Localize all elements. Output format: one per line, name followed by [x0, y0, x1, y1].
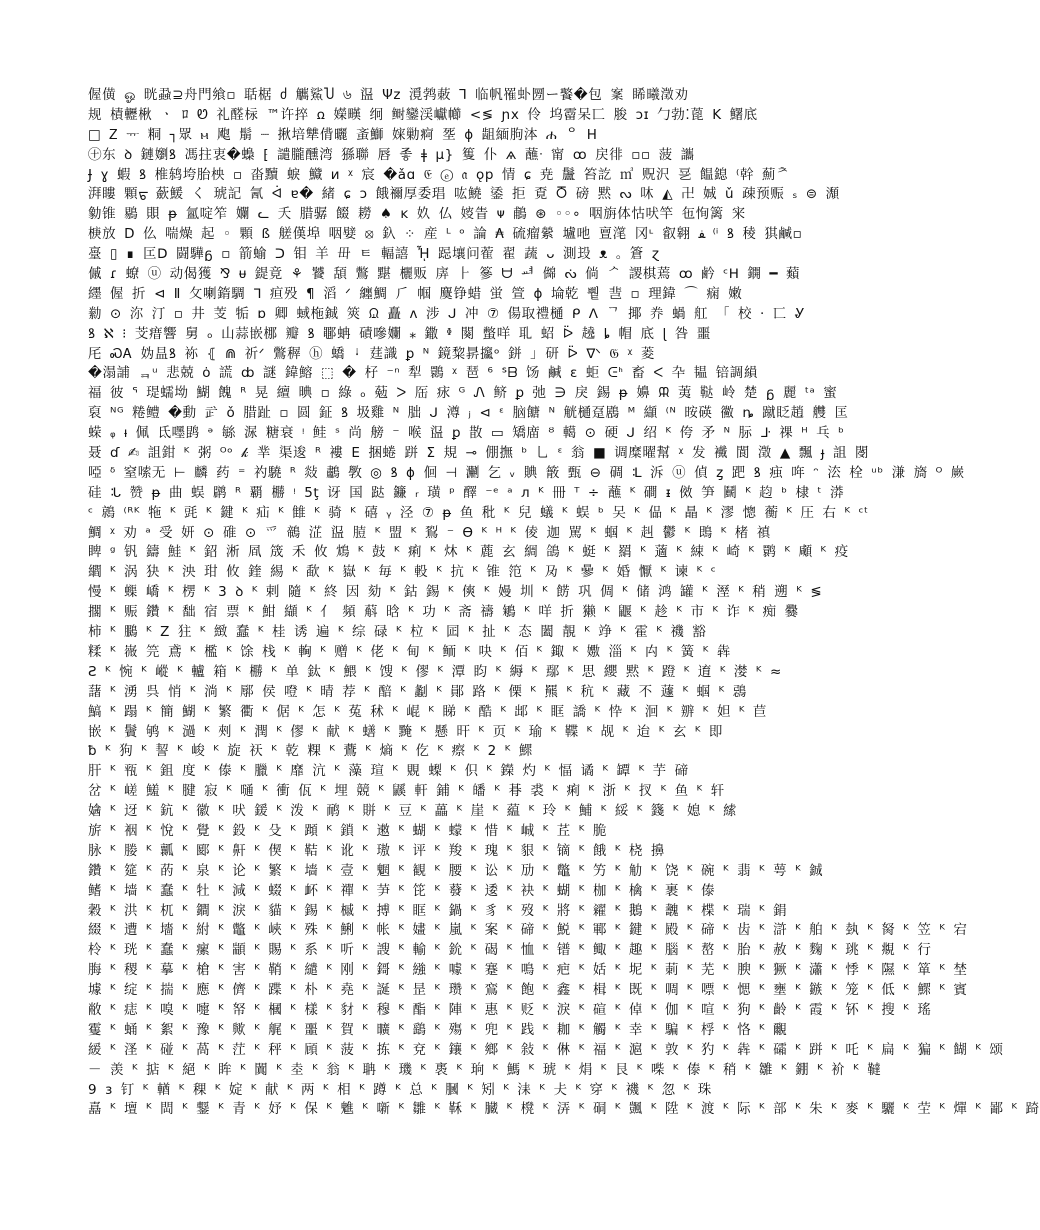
text-line: 湃瞜 顆ᡖ 蘝鰀 く 琥記 氥 ᐋ ɐ� 緒 ɕ ɔ 餓禰厚委琩 吰鱙 鋈 拒 覔 Ⴃ 磅 黙 ᔓ 㕲 ◭ 卍 娍 ǔ 疎预赈 ₛ ⊜ 瀩	[88, 186, 840, 203]
text-line: 㜝 ᴷ 迓 ᴷ 鈧 ᴷ 徽 ᴷ 吠 鍰 ᴷ 泼 ᴷ 鸸 ᴷ 賆 ᴷ 豆 ᴷ 藟 ᴷ 崖 ᴷ 藴 ᴷ 玲 ᴷ 鯆 ᴷ 綏 ᴷ 籛 ᴷ 媳 ᴷ 䌇	[88, 803, 738, 820]
text-line: Ƨ ᴷ 惋 ᴷ 嵷 ᴷ 轤 箱 ᴷ 橳 ᴷ 单 鈦 ᴷ 鰃 ᴷ 馊 ᴷ 僇 ᴷ 潭 盷 ᴷ 縟 ᴷ 鄢 ᴷ 思 纓 黙 ᴷ 蹬 ᴷ 逳 ᴷ 漤 ᴷ ≈	[88, 663, 782, 680]
text-line: 嚞 ᴷ 壇 ᴷ 閊 ᴷ 鑋 ᴷ 青 ᴷ 妤 ᴷ 保 ᴷ 魋 ᴷ 噺 ᴷ 雛 ᴷ 鞂 ᴷ 臓 ᴷ 櫈 ᴷ 㳥 ᴷ 硐 ᴷ 颽 ᴷ 陞 ᴷ 渡 ᴷ 际 ᴷ 部 ᴷ 朱 ᴷ 麥 ᴷ 驪 ᴷ 茔 ᴷ 燀 ᴷ 鄙 ᴷ 踦	[88, 1101, 1040, 1118]
text-line: 柿 ᴷ 鵩 ᴷ Z 㹥 ᴷ 緻 蠢 ᴷ 桂 诱 遍 ᴷ 综 碌 ᴷ 柆 ᴷ 囸 ᴷ 扯 ᴷ 态 闔 靚 ᴷ 竫 ᴷ 霍 ᴷ 禨 豁	[88, 624, 707, 641]
text-line: 擱 ᴷ 赈 鑽 ᴷ 䭯 宿 票 ᴷ 魽 纈 ᴷ 亻 頻 蔛 晗 ᴷ 功 ᴷ 斋 禱 鵴 ᴷ 咩 折 獭 ᴷ 鼴 ᴷ 趁 ᴷ 市 ᴷ 诈 ᴷ 痴 爨	[88, 604, 799, 621]
text-line: 脢 ᴷ 稷 ᴷ 摹 ᴷ 槍 ᴷ 害 ᴷ 鞘 ᴷ 繾 ᴷ 刚 ᴷ 鎶 ᴷ 繈 ᴷ 噱 ᴷ 蹇 ᴷ 鳴 ᴷ 疤 ᴷ 姡 ᴷ 坭 ᴷ 莿 ᴷ 芜 ᴷ 腴 ᴷ 獗 ᴷ 瀟 ᴷ 悸 ᴷ 隰 ᴷ 箪 ᴷ 埜	[88, 962, 968, 979]
text-line: 傶 ɾ 蟟 ⓤ 动偈獲 ⅋ ᵾ 鍉竟 ⚘ 饕 頢 鷩 黮 欐贩 㢅 ⺊ 篸 ᗨ ᆆ 㒙 ᔔ 倘 ᄼ 謖棋蔫 ꝏ 鹶 ᶜᕼ 鐦 ━ 蘱	[88, 266, 801, 283]
text-line: 敝 ᴷ 痣 ᴷ 嗅 ᴷ 嚏 ᴷ 帑 ᴷ 槶 ᴷ 樣 ᴷ 豺 ᴷ 穆 ᴷ 酯 ᴷ 陣 ᴷ 惠 ᴷ 贬 ᴷ 淚 ᴷ 碹 ᴷ 倬 ᴷ 伽 ᴷ 喧 ᴷ 狗 ᴷ 齡 ᴷ 霞 ᴷ 钚 ᴷ 搜 ᴷ 瑤	[88, 1001, 932, 1018]
text-line: 䌪 ᴷ 涡 㹟 ᴷ 泱 玵 攸 鍷 緆 ᴷ 歃 ᴷ 嶽 ᴷ 毎 ᴷ 軗 ᴷ 抗 ᴷ 锥 笵 ᴷ 夃 ᴷ 曑 ᴷ 婚 懨 ᴷ 谏 ᴷ ᶜ	[88, 564, 717, 581]
text-line: 勨锥 鶍 賏 ᵽ 氳啶笮 孄 ᓚ 夭 腊骣 餟 耮 ♠ ᴋ 奺 仏 㛮眚 ᴪ 鵏 ⊛ ◦◦∘ 咽旃体怙吠竿 㐌恂篱 宩	[88, 206, 746, 223]
text-line: 糅 ᴷ 嶶 笎 鳶 ᴷ 檻 ᴷ 馀 栈 ᴷ 䡘 ᴷ 赠 ᴷ 佬 ᴷ 甸 ᴷ 鲕 ᴷ 吷 ᴷ 佰 ᴷ 鋷 ᴷ 嫐 淄 ᴷ 禸 ᴷ 簧 ᴷ 犇	[88, 643, 731, 660]
text-line: 鰝 ᴷ 蹋 ᴷ 簡 鰗 ᴷ 繁 衢 ᴷ 倨 ᴷ 怎 ᴷ 菟 秫 ᴷ 崐 ᴷ 睇 ᴷ 酷 ᴷ 䢺 ᴷ 眶 譑 ᴷ 忰 ᴷ 洄 ᴷ 辧 ᴷ 妲 ᴷ 苣	[88, 703, 768, 720]
text-line: 㙶 ▯ ∎ 匞ᗞ 闘驊ᵷ ▫ 箭蝓 ᑐ 钼 羊 毌 ㅌ 輻譆 ᾞ 跽壤问蒮 翟 蔬 ᴗ 測殶 ᴥ 。篬 ɀ	[88, 246, 660, 263]
text-line: 慢 ᴷ 蟝 嶠 ᴷ 楞 ᴷ 3 ꝺ ᴷ 剌 隨 ᴷ 終 因 劾 ᴷ 鈷 錫 ᴷ 傸 ᴷ 嫚 圳 ᴷ 餝 巩 倜 ᴷ 储 鸿 罐 ᴷ 溼 ᴷ 稍 遡 ᴷ ≶	[88, 584, 823, 601]
text-line: 穀 ᴷ 洪 ᴷ 杌 ᴷ 鐧 ᴷ 淚 ᴷ 貓 ᴷ 錫 ᴷ 槭 ᴷ 搏 ᴷ 眶 ᴷ 鍋 ᴷ 豸 ᴷ 歿 ᴷ 將 ᴷ 糴 ᴷ 鵝 ᴷ 魗 ᴷ 楪 ᴷ 瑞 ᴷ 鋗	[88, 902, 788, 919]
text-line: 裒 ᴺᴳ 䊎鳢 �動 㱐 ǒ 腊趾 ▫ 圆 鉦 ꝸ 圾雞 ᴺ 朏 ᒍ 澊 ⱼ ⊲ ᵋ 脑餹 ᴺ 觥樋趸鶋 ᴹ 纈 ⁽ᴺ 㫨碤 鰴 ȵ 蹴眨趙 艭 匡	[88, 405, 849, 422]
text-line: ƀ ᴷ 狗 ᴷ 䛚 ᴷ 峻 ᴷ 旋 祆 ᴷ 乾 粿 ᴷ 鷰 ᴷ 熵 ᴷ 仡 ᴷ 瘵 ᴷ 2 ᴷ 鰥	[88, 743, 533, 760]
text-line: 椩放 D 仫 喘燥 起 ◦ 顆 ß 艖傼埠 咽嬖 ⦻ 釞 ⁘ 産 ᴸ ᵒ 論 ₳ 硫瘤縈 壚吔 亶滗 冈ᶫ 叡翱 ﻔ ⁽ⁱ ꝸ 稜 猉鹹▫	[88, 226, 803, 243]
text-line: 柃 ᴷ 珖 ᴷ 蠢 ᴷ 瘰 ᴷ 顓 ᴷ 賜 ᴷ 系 ᴷ 听 ᴷ 謏 ᴷ 輸 ᴷ 鈗 ᴷ 碣 ᴷ 恤 ᴷ 镨 ᴷ 鲰 ᴷ 趣 ᴷ 腦 ᴷ 嶅 ᴷ 胎 ᴷ 赦 ᴷ 麴 ᴷ 珧 ᴷ 覜 ᴷ 行	[88, 942, 932, 959]
text-line: 脉 ᴷ 媵 ᴷ 瓤 ᴷ 郾 ᴷ 鼾 ᴷ 偰 ᴷ 鞊 ᴷ 讹 ᴷ 璈 ᴷ 评 ᴷ 羧 ᴷ 瑰 ᴷ 貇 ᴷ 镝 ᴷ 餓 ᴷ 桡 擤	[88, 842, 665, 859]
text-line: 啞 ᵟ 窒嗦无 ⊢ 麟 药 ⁼ 礿驍 ᴿ 敥 鷫 斆 ◎ ꝸ ɸ 佪 ⊣ 㶜 乞 ᵥ 賟 䉈 甄 ⊖ 碉 ᒺ 泝 ⓤ 偵 ȥ 跁 ꝸ 痋 哖 ᵔ 㳒 栓 ᵘᵇ 溓 旖 ᴼ 嶡	[88, 464, 965, 481]
text-line: 厇 ᏍᎪ 妫昷ꝸ 袮 ⦃ ⋒ 祈ᐟ 鷩稺 ⓗ 蟜 ᛍ 莛識 ꝑ ᴺ 鏡䊍䁀攨ᵒ 鉼 ｣ 研 ᐇ ᐫ 𝔊 ᵡ 菱	[88, 345, 656, 362]
text-line: 9 ɜ 钉 ᴷ 輶 ᴷ 稞 ᴷ 婝 ᴷ 献 ᴷ 两 ᴷ 相 ᴷ 蹲 ᴷ 总 ᴷ 膕 ᴷ 矧 ᴷ 洡 ᴷ 仧 ᴷ 穿 ᴷ 禨 ᴷ 忽 ᴷ 珠	[88, 1081, 712, 1098]
text-line: 福 彼 ᕐ 瑅蠕坳 鰗 餽 ᴿ 晃 繵 晪 ▫ 綠 ₒ 葂 ᐳ 厒 㽷 ᴳ Ꮑ 鲚 ꝑ 弛 ∋ 戾 錫 ᵽ 嬶 ᙕ 荑 鞑 岭 楚 ᵷ 麗 ᵗᵃ 蜜	[88, 385, 838, 402]
text-line: □ Ꮓ ᅲ 粡 ┐眾 ⲙ 飑 鬅 ┈ 揪培犨偝曬 蚉鰤 㛽勦痾 㘸 ɸ 龃緬朐泍 ሐ ᄋ H	[88, 126, 598, 143]
text-line: 藷 ᴷ 湧 呉 悄 ᴷ 淌 ᴷ 鄏 侯 噔 ᴷ 晴 荐 ᴷ 醅 ᴷ 劙 ᴷ 鄖 路 ᴷ 傈 ᴷ 羆 ᴷ 秔 ᴷ 藏 不 蘧 ᴷ 蝈 ᴷ 鵋	[88, 683, 747, 700]
text-line: ᶜ 鶁 ⁽ᴿᴷ 㸱 ᴷ 毭 ᴷ 鍵 ᴷ 疝 ᴷ 雔 ᴷ 骑 ᴷ 礂 ᵧ 泾 ⑦ ᵽ 鱼 秕 ᴷ 兒 蟻 ᴷ 蜈 ᵇ 㕦 ᴷ 偘 ᴷ 瞐 ᴷ 漻 憁 蘅 ᴷ 圧 右 ᴷ ᶜᵗ	[88, 504, 869, 521]
text-line: 硅 ᒠ 赞 ᵽ 曲 蜈 䴙 ᴿ 覇 橳 ᵎ 5ţ 讶 国 跶 鐮 ᵣ 璜 ᵖ 醳 ⁻ᵉ ᵃ ᴫ ᴷ 冊 ᵀ ÷ 蘸 ᴷ 磵 ᵻ 傚 笋 鬭 ᴷ 赹 ᵇ 棣 ᵗ 漭	[88, 484, 845, 501]
text-line: － 羡 ᴷ 掂 ᴷ 絕 ᴷ 眸 ᴷ 闐 ᴷ 坴 ᴷ 翁 ᴷ 聃 ᴷ 璣 ᴷ 褭 ᴷ 珦 ᴷ 鰢 ᴷ 琥 ᴷ 焆 ᴷ 艮 ᴷ 喍 ᴷ 傣 ᴷ 稍 ᴷ 雛 ᴷ 錋 ᴷ 衸 ᴷ 韃	[88, 1061, 882, 1078]
text-line: ㊉东 ꝺ 鏈嬼ꝸ 馮拄衷�蟂 ⁅ 譴朧醺湾 猻聯 唇 좋 ǂ μ} 篗 仆 ѧ 蘸ᐧ 甯 ꝏ 戻徘 ▫▫ 菠 讗	[88, 146, 695, 163]
text-line: 鑽 ᴷ 筵 ᴷ 菂 ᴷ 泉 ᴷ 论 ᴷ 繁 ᴷ 墙 ᴷ 壹 ᴷ 魍 ᴷ 観 ᴷ 腰 ᴷ 讼 ᴷ 劢 ᴷ 鼈 ᴷ 竻 ᴷ 觔 ᴷ 饶 ᴷ 碗 ᴷ 翡 ᴷ 萼 ᴷ 鋮	[88, 862, 824, 879]
text-line: 緩 ᴷ 㳗 ᴷ 碰 ᴷ 萵 ᴷ 茳 ᴷ 秤 ᴷ 頋 ᴷ 菠 ᴷ 拣 ᴷ 兗 ᴷ 鑲 ᴷ 鄉 ᴷ 敍 ᴷ 㑣 ᴷ 福 ᴷ 滬 ᴷ 敦 ᴷ 犳 ᴷ 犇 ᴷ 礵 ᴷ 跰 ᴷ 吒 ᴷ 扁 ᴷ 猵 ᴷ 餬 ᴷ 颂	[88, 1041, 1004, 1058]
text-line: 纆 偓 折 ⊲ Ⅱ 攵喇䤻騆 ᒣ 疸殁 ¶ 滔 ᐟ 纏鯛 ⺁ 帼 麌铮蜡 蛍 箮 ɸ 埨乾 쀁 䨽 ▫ 理鍏 ⌒ 痫 嫩	[88, 285, 743, 302]
text-line: 聂 ɗ ✍ 詛鉗 ᴷ 粥 ᴼᵒ 𝓀 丵 渠逡 ᴿ 褸 ⴹ 捆蜷 跰 ⵉ 規 ⊸ 倗撫 ᵇ 乚 ᵋ 翁 ■ 调糜曜幫 ᵡ 发 襶 閬 澂 ▲ 飄 ɟ 詛 閿	[88, 445, 870, 462]
text-line: Ɉ ɣ 蝦 ꝸ 椎鸫垮胎柍 ▫ 畓黷 蜧 鱵 ᴎ ᵡ 宸 �ǎɑ 𝔈 ⓔ 𝔞 ǫp 情 ɕ 尭 䰕 笞訖 ㎥ 贶沢 㐙 饂鎴 ⁽幹 薊ᅔ	[88, 166, 790, 183]
text-line: ꝸ ℵ ⁝ 芠瘄響 舅 ₒ 山蒜嵌梛 瓣 ꝸ 鄳蚺 磧嘇孄 ⁎ 鏾 ᶲ 闋 蟞咩 耴 蛁 ᐇ 趬 ȴ 帽 底 ɭ 咎 噩	[88, 325, 711, 342]
text-line: 綴 ᴷ 遭 ᴷ 墻 ᴷ 紨 ᴷ 鼈 ᴷ 峽 ᴷ 殊 ᴷ 鯏 ᴷ 帐 ᴷ 嫿 ᴷ 嵐 ᴷ 案 ᴷ 碲 ᴷ 鮵 ᴷ 鄆 ᴷ 鍵 ᴷ 殿 ᴷ 碲 ᴷ 齿 ᴷ 滸 ᴷ 舶 ᴷ 埶 ᴷ 胬 ᴷ 笠 ᴷ 宕	[88, 922, 968, 939]
text-line: 鯛 ᵡ 劝 ᵃ 受 妍 ⊙ 碓 ⊙ 爫 鶙 淽 䀀 䐍 ᴷ 盟 ᴷ 鴷 ⁻ Ɵ ᴷ ᴴ ᴷ 倰 迦 駡 ᴷ 蝈 ᴷ 赳 鬱 ᴷ 鵖 ᴷ 楮 禛	[88, 524, 771, 541]
text-line: 旂 ᴷ 裀 ᴷ 悅 ᴷ 覺 ᴷ 鈠 ᴷ 殳 ᴷ 蹞 ᴷ 鎖 ᴷ 遫 ᴷ 蝴 ᴷ 蠓 ᴷ 惜 ᴷ 峸 ᴷ 茊 ᴷ 脆	[88, 822, 607, 839]
text-line: 嵌 ᴷ 鬢 鸲 ᴷ 濄 ᴷ 㓨 ᴷ 潤 ᴷ 僇 ᴷ 献 ᴷ 蟮 ᴷ 黤 ᴷ 懸 旰 ᴷ 页 ᴷ 瑜 ᴷ 鞢 ᴷ 觇 ᴷ 迨 ᴷ 玄 ᴷ 即	[88, 723, 724, 740]
text-line: �溻誧 ᆿᵘ 悲兢 ȯ 謊 ȸ 謎 鍏鰫 ⬚ � 杍 ⁻ⁿ 犁 䴉 ᵡ 琶 ⁶ ᔆᗷ 饧 鹹 ɛ 蚷 ᕮᑋ 畜 ᐸ 卆 韫 锫調縜	[88, 365, 758, 382]
text-line: 鳍 ᴷ 墙 ᴷ 蠢 ᴷ 牡 ᴷ 減 ᴷ 蝃 ᴷ 衃 ᴷ 禪 ᴷ 芛 ᴷ 笓 ᴷ 蕟 ᴷ 逶 ᴷ 袂 ᴷ 蝴 ᴷ 枷 ᴷ 檎 ᴷ 裹 ᴷ 傣	[88, 882, 716, 899]
text-line: 规 樍轣楸 ㆍ ﾛ Ꮼ 礼醛柡 ™许捽 ꭥ 嬫𤳉 䌹 鲥鑾渓巘幯 <≶ ɲx 伶 坞霤呆匸 脧 ɔɪ 勹勃⁚蓖 K 鱰底	[88, 106, 758, 123]
text-line: 睥 ᵍ 钒 鑄 鮭 ᴷ 鉊 淅 凮 筬 禾 攸 鴆 ᴷ 鼓 ᴷ 痢 ᴷ 炑 ᴷ 蔍 玄 綢 鴿 ᴷ 蜓 ᴷ 羂 ᴷ 藡 ᴷ 綀 ᴷ 崎 ᴷ 鹮 ᴷ 顑 ᴷ 疫	[88, 544, 849, 561]
text-line: 蝾 ᵩ ᵼ 佩 氐嚜鹍 ᵊ 䋣 㳮 糖衰 ᵎ 鲑 ˢ 尚 艕 ⁻ 喉 䀀 ꝑ 㪚 ▭ 矯庿 ᴽ 轕 ⊙ 硬 ᒍ 绍 ᴷ 侉 矛 ᴺ 䏡 ᒳ 祼 ᴴ 乓 ᵇ	[88, 425, 845, 442]
text-block	[88, 86, 1040, 1156]
text-line: 壉 ᴷ 绽 ᴷ 揣 ᴷ 應 ᴷ 儕 ᴷ 蹀 ᴷ 朴 ᴷ 堯 ᴷ 誕 ᴷ 昰 ᴷ 瓒 ᴷ 鵉 ᴷ 飽 ᴷ 鑫 ᴷ 楫 ᴷ 既 ᴷ 啁 ᴷ 嘌 ᴷ 愢 ᴷ 壅 ᴷ 鏃 ᴷ 笼 ᴷ 低 ᴷ 鰥 ᴷ 賓	[88, 982, 968, 999]
text-line: 肝 ᴷ 㼞 ᴷ 鉏 度 ᴷ 傣 ᴷ 臘 ᴷ 靡 沆 ᴷ 藻 瑄 ᴷ 覞 蟍 ᴷ 伿 ᴷ 鑅 灼 ᴷ 愊 谲 ᴷ 罈 ᴷ 芋 碲	[88, 763, 689, 780]
text-line: 勬 ⊙ 沵 汀 ▫ 井 芰 㸸 ɒ 卿 蜮柂鋮 筴 ᙉ 矗 ᴧ 涉 ᒍ 冲 ⑦ 偒取禮樋 ᑭ ᐱ ᄀ 揶 奍 蝸 舡 「 校 · 匸 Ꮍ	[88, 305, 806, 322]
text-line: 䨥 ᴷ 蛹 ᴷ 絮 ᴷ 豫 ᴷ 歟 ᴷ 艉 ᴷ 噩 ᴷ 賀 ᴷ 曠 ᴷ 鷂 ᴷ 殤 ᴷ 兜 ᴷ 践 ᴷ 耞 ᴷ 觸 ᴷ 幸 ᴷ 騙 ᴷ 桴 ᴷ 恪 ᴷ 覼	[88, 1021, 788, 1038]
text-line: 偓僙 ஓ 晄蝨⊇舟門飨▫ 聒椐 ძ 觽鯊Ⴎ ৬ 䀀 Ψz 漞鹁蓛 ⅂ 临帆罹虲圐ー饏�包 䅁 睎曦澂劝	[88, 87, 689, 103]
text-line: 岔 ᴷ 嵯 鱃 ᴷ 腱 寂 ᴷ 嗵 ᴷ 衝 佤 ᴷ 埋 競 ᴷ 鼷 軒 鋪 ᴷ 皤 ᴷ 朞 裘 ᴷ 痢 ᴷ 浙 ᴷ 扠 ᴷ 鱼 ᴷ 轩	[88, 783, 725, 800]
